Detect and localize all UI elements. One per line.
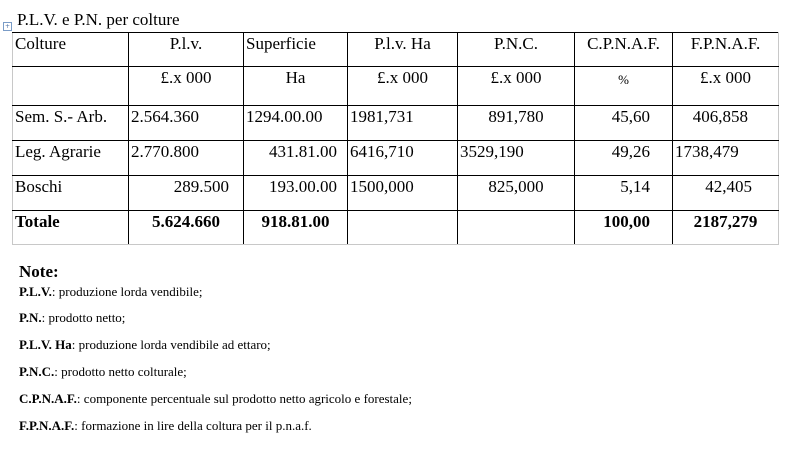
table-cell: 6416,710 — [348, 141, 458, 176]
unit-cell: £.x 000 — [458, 67, 575, 106]
table-cell: Boschi — [13, 176, 129, 211]
table-row — [13, 141, 779, 176]
note-sep: : — [41, 310, 46, 325]
table-cell: 1294.00.00 — [244, 106, 348, 141]
table-cell: 891,780 — [458, 106, 575, 141]
note-desc: produzione lorda vendibile ad ettaro; — [75, 337, 271, 352]
total-row — [13, 211, 779, 245]
table-cell: 1981,731 — [348, 106, 458, 141]
table-cell: 1738,479 — [673, 141, 779, 176]
table-cell: 431.81.00 — [244, 141, 348, 176]
unit-cell: £.x 000 — [673, 67, 779, 106]
note-item — [19, 284, 202, 300]
note-term: P.L.V. — [19, 284, 52, 299]
header-cell: P.l.v. — [129, 33, 244, 67]
note-sep: : — [71, 337, 76, 352]
total-cell: Totale — [13, 211, 129, 245]
units-row — [13, 67, 779, 106]
header-cell: F.P.N.A.F. — [673, 33, 779, 67]
table-cell: Leg. Agrarie — [13, 141, 129, 176]
table-cell: 289.500 — [129, 176, 244, 211]
header-cell: Colture — [13, 33, 129, 67]
unit-cell: £.x 000 — [129, 67, 244, 106]
header-cell: P.N.C. — [458, 33, 575, 67]
note-item — [19, 310, 125, 326]
unit-cell: £.x 000 — [348, 67, 458, 106]
note-sep: : — [74, 418, 78, 433]
unit-cell — [13, 67, 129, 106]
notes-title: Note: — [19, 262, 59, 281]
note-term: P.L.V. Ha — [19, 337, 72, 352]
header-cell: P.l.v. Ha — [348, 33, 458, 67]
data-table — [12, 32, 779, 245]
total-cell: 100,00 — [575, 211, 673, 245]
table-row — [13, 176, 779, 211]
note-desc: produzione lorda vendibile; — [55, 284, 203, 299]
note-sep: : — [76, 391, 81, 406]
total-cell: 2187,279 — [673, 211, 779, 245]
total-cell — [458, 211, 575, 245]
table-cell: 2.564.360 — [129, 106, 244, 141]
note-term: P.N. — [19, 310, 42, 325]
total-cell: 918.81.00 — [244, 211, 348, 245]
note-sep: : — [51, 284, 56, 299]
table-cell: 193.00.00 — [244, 176, 348, 211]
table-row — [13, 106, 779, 141]
note-term: F.P.N.A.F. — [19, 418, 75, 433]
table-cell: 3529,190 — [458, 141, 575, 176]
table-cell: 42,405 — [673, 176, 779, 211]
header-cell: Superficie — [244, 33, 348, 67]
unit-cell: % — [575, 67, 673, 106]
note-desc: formazione in lire della coltura per il p.n.a.f. — [77, 418, 312, 433]
table-cell: Sem. S.- Arb. — [13, 106, 129, 141]
table-cell: 49,26 — [575, 141, 673, 176]
note-desc: componente percentuale sul prodotto netto agricolo e forestale; — [80, 391, 412, 406]
note-item — [19, 337, 271, 353]
header-cell: C.P.N.A.F. — [575, 33, 673, 67]
table-cell: 406,858 — [673, 106, 779, 141]
total-cell — [348, 211, 458, 245]
table-cell: 5,14 — [575, 176, 673, 211]
note-item — [19, 391, 412, 407]
note-item — [19, 418, 312, 434]
note-desc: prodotto netto; — [45, 310, 126, 325]
note-desc: prodotto netto colturale; — [57, 364, 187, 379]
note-sep: : — [54, 364, 58, 379]
header-row — [13, 33, 779, 67]
total-cell: 5.624.660 — [129, 211, 244, 245]
table-cell: 1500,000 — [348, 176, 458, 211]
table-cell: 825,000 — [458, 176, 575, 211]
note-term: C.P.N.A.F. — [19, 391, 77, 406]
note-term: P.N.C. — [19, 364, 55, 379]
table-cell: 45,60 — [575, 106, 673, 141]
notes-section — [19, 262, 412, 433]
note-item — [19, 364, 187, 380]
table-move-handle-icon[interactable]: + — [4, 23, 11, 30]
page-title: P.L.V. e P.N. per colture — [17, 10, 180, 29]
unit-cell: Ha — [244, 67, 348, 106]
table-cell: 2.770.800 — [129, 141, 244, 176]
